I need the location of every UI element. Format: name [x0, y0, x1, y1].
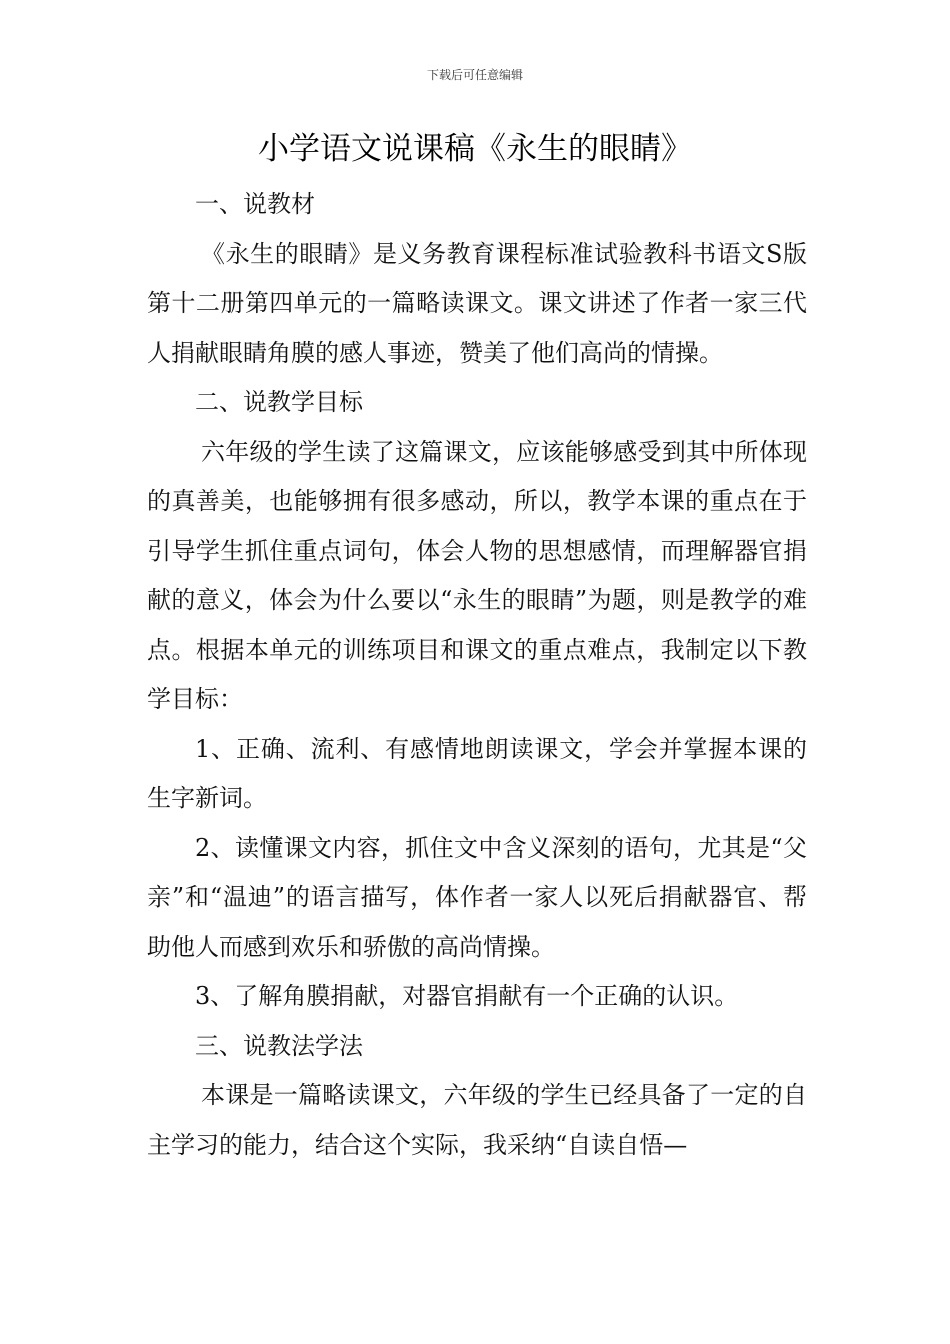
goal-item-2: 2、读懂课文内容，抓住文中含义深刻的语句，尤其是“父亲”和“温迪”的语言描写，体作者一家人以死后捐献器官、帮助他人而感到欢乐和骄傲的高尚情操。: [147, 833, 807, 961]
goal-item-1: 1、正确、流利、有感情地朗读课文，学会并掌握本课的生字新词。: [147, 734, 807, 812]
goal-item-3: 3、了解角膜捐献，对器官捐献有一个正确的认识。: [195, 982, 739, 1010]
document-title: 小学语文说课稿《永生的眼睛》: [258, 131, 692, 167]
document-body: [147, 180, 807, 1170]
section-heading-teaching-methods: 三、说教法学法: [195, 1031, 363, 1060]
paragraph-teaching-methods: 本课是一篇略读课文，六年级的学生已经具备了一定的自主学习的能力，结合这个实际，我采纳“自读自悟—: [147, 1081, 807, 1159]
section-heading-teaching-material: 一、说教材: [195, 190, 315, 218]
paragraph-teaching-material: 《永生的眼睛》是义务教育课程标准试验教科书语文S版第十二册第四单元的一篇略读课文。课文讲述了作者一家三代人捐献眼睛角膜的感人事迹，赞美了他们高尚的情操。: [147, 239, 807, 367]
section-heading-teaching-goals: 二、说教学目标: [195, 388, 363, 416]
header-note: 下载后可任意编辑: [426, 68, 523, 82]
paragraph-teaching-goals: 六年级的学生读了这篇课文，应该能够感受到其中所体现的真善美，也能够拥有很多感动，所以，教学本课的重点在于引导学生抓住重点词句，体会人物的思想感情，而理解器官捐献的意义，体会为什么要以“永生的眼睛”为题，则是教学的难点。根据本单元的训练项目和课文的重点难点，我制定以下教学目标：: [147, 437, 807, 713]
